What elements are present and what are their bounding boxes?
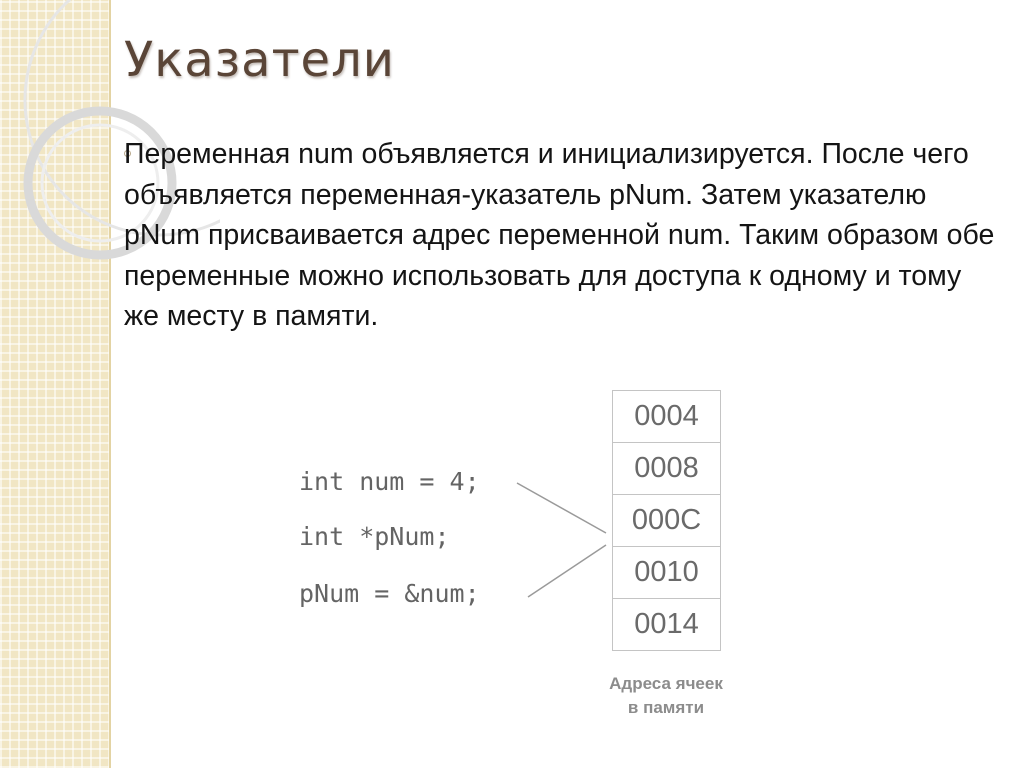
memory-cell: 0014: [613, 599, 721, 651]
memory-cell: 0008: [613, 443, 721, 495]
slide-paragraph: Переменная num объявляется и инициализируется. После чего объявляется переменная-указатель pNum. Затем указателю pNum присваивается адрес переменной num. Таким образом обе переменные можно использовать для доступа к одному и тому же месту в памяти.: [124, 138, 995, 332]
memory-caption-line-1: Адреса ячеек: [609, 674, 723, 693]
code-line-assign-address: pNum = &num;: [299, 579, 480, 608]
memory-cell: 0010: [613, 547, 721, 599]
memory-caption-line-2: в памяти: [627, 698, 705, 717]
memory-cells-table: [612, 390, 721, 651]
slide-title: Указатели: [124, 32, 395, 88]
connector-num-to-cell: [517, 483, 606, 533]
code-line-declare-pointer: int *pNum;: [299, 522, 450, 551]
connector-pointer-to-cell: [528, 545, 606, 597]
memory-caption: [590, 672, 742, 720]
memory-cell: 000C: [613, 495, 721, 547]
memory-cell: 0004: [613, 391, 721, 443]
code-line-declare-num: int num = 4;: [299, 467, 480, 496]
